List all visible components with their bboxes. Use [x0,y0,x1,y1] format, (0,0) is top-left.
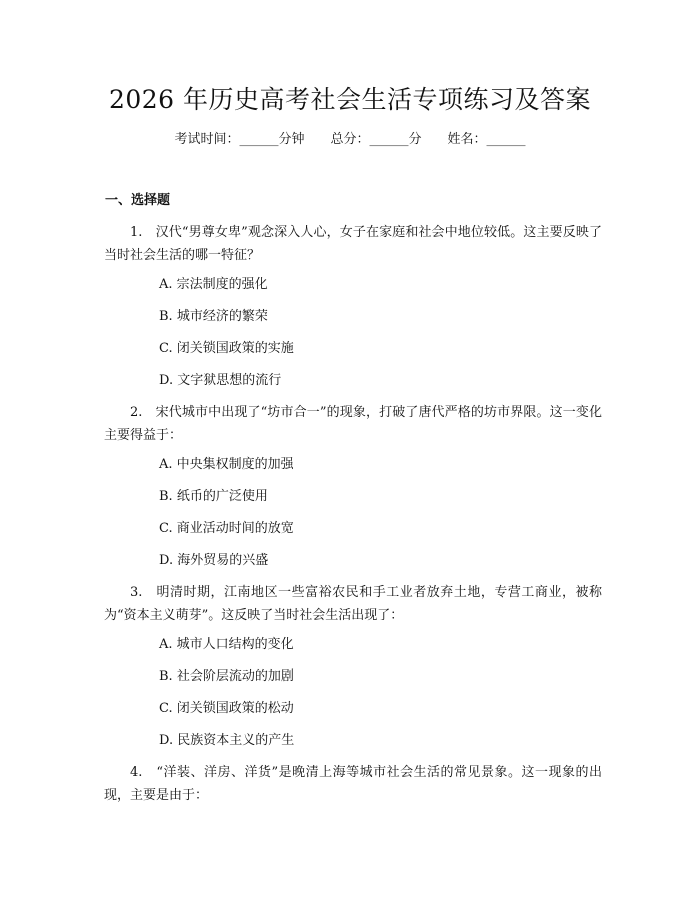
question-1-option-b: B. 城市经济的繁荣 [159,309,268,324]
exam-time-field: 考试时间：______分钟 [174,132,305,147]
student-name-field: 姓名：______ [447,132,526,147]
question-2-text: 2. 宋代城市中出现了“坊市合一”的现象，打破了唐代严格的坊市界限。这一变化主要得益于： [104,405,602,443]
question-1-option-d: D. 文字狱思想的流行 [159,373,282,388]
question-2-option-c: C. 商业活动时间的放宽 [159,521,294,536]
question-2-option-d: D. 海外贸易的兴盛 [159,553,269,568]
question-3-option-b: B. 社会阶层流动的加剧 [159,669,294,684]
exam-meta [0,130,700,150]
page-title: 2026 年历史高考社会生活专项练习及答案 [108,85,592,114]
question-1-text: 1. 汉代“男尊女卑”观念深入人心，女子在家庭和社会中地位较低。这主要反映了当时社会生活的哪一特征？ [104,225,602,263]
question-2-option-a: A. 中央集权制度的加强 [159,457,294,472]
section-title: 一、选择题 [105,193,171,208]
question-3-text: 3. 明清时期，江南地区一些富裕农民和手工业者放弃土地，专营工商业，被称为“资本主义萌芽”。这反映了当时社会生活出现了： [104,585,602,623]
total-score-field: 总分：______分 [330,132,422,147]
question-2-option-b: B. 纸币的广泛使用 [159,489,268,504]
question-4-text: 4. “洋装、洋房、洋货”是晚清上海等城市社会生活的常见景象。这一现象的出现，主要是由于： [104,765,602,803]
question-1-option-a: A. 宗法制度的强化 [159,277,268,292]
question-3-option-a: A. 城市人口结构的变化 [159,637,294,652]
question-3-option-d: D. 民族资本主义的产生 [159,733,295,748]
question-3-option-c: C. 闭关锁国政策的松动 [159,701,294,716]
question-1-option-c: C. 闭关锁国政策的实施 [159,341,294,356]
